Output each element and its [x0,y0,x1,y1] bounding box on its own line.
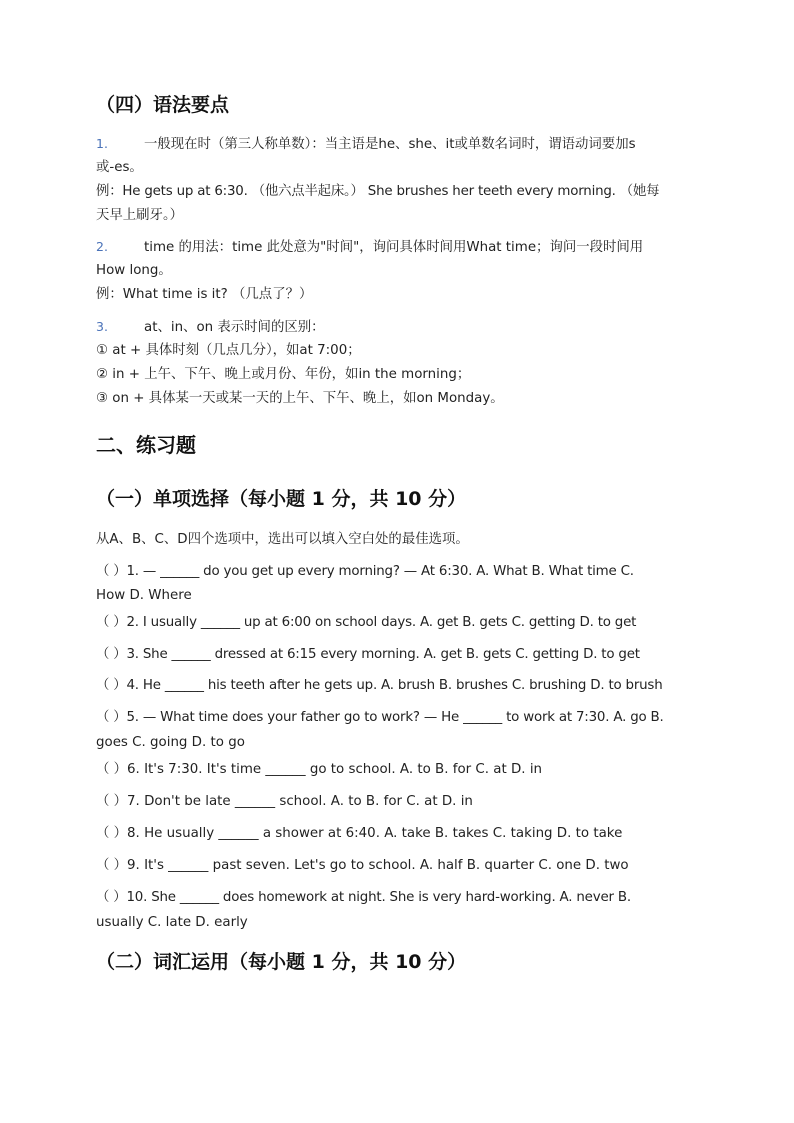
grammar-bullet-1: ① at + 具体时刻（几点几分），如at 7:00； [96,343,361,358]
grammar-point-1 [96,135,636,154]
question-3: （ ）3. She ______ dressed at 6:15 every morning. A. get B. gets C. getting D. to get [96,647,640,662]
question-1-cont: How D. Where [96,588,192,603]
grammar-example-2: 例：What time is it? （几点了？） [96,287,313,302]
instruction-text: 从A、B、C、D四个选项中，选出可以填入空白处的最佳选项。 [96,532,469,547]
exercises-heading: 二、练习题 [96,433,196,457]
question-7: （ ）7. Don't be late ______ school. A. to B. for C. at D. in [96,794,473,809]
grammar-point-1-cont: 或-es。 [96,160,143,175]
point-text: at、in、on 表示时间的区别： [144,320,325,335]
question-1: （ ）1. — ______ do you get up every morning? — At 6:30. A. What B. What time C. [96,564,634,579]
point-number: 3. [96,319,108,334]
grammar-heading: （四）语法要点 [96,94,230,116]
grammar-bullet-2: ② in + 上午、下午、晚上或月份、年份，如in the morning； [96,367,471,382]
point-number: 1. [96,136,108,151]
grammar-bullet-3: ③ on + 具体某一天或某一天的上午、下午、晚上，如on Monday。 [96,391,504,406]
grammar-point-3 [96,318,325,337]
question-8: （ ）8. He usually ______ a shower at 6:40. A. take B. takes C. taking D. to take [96,826,623,841]
question-6: （ ）6. It's 7:30. It's time ______ go to school. A. to B. for C. at D. in [96,762,543,777]
question-2: （ ）2. I usually ______ up at 6:00 on school days. A. get B. gets C. getting D. to get [96,615,637,630]
question-10: （ ）10. She ______ does homework at night. She is very hard-working. A. never B. [96,890,631,905]
question-10-cont: usually C. late D. early [96,915,248,930]
grammar-example-1: 例：He gets up at 6:30. （他六点半起床。） She brushes her teeth every morning. （她每 [96,184,660,199]
point-text: time 的用法：time 此处意为"时间"，询问具体时间用What time；询问一段时间用 [144,240,644,255]
grammar-point-2 [96,238,643,257]
question-9: （ ）9. It's ______ past seven. Let's go to school. A. half B. quarter C. one D. two [96,858,629,873]
point-number: 2. [96,239,108,254]
question-4: （ ）4. He ______ his teeth after he gets up. A. brush B. brushes C. brushing D. to brush [96,678,663,693]
grammar-point-2-cont: How long。 [96,263,172,278]
multiple-choice-heading: （一）单项选择（每小题 1 分，共 10 分） [96,488,467,510]
question-5-cont: goes C. going D. to go [96,735,245,750]
point-text: 一般现在时（第三人称单数）：当主语是he、she、it或单数名词时，谓语动词要加s [144,137,636,152]
grammar-example-1-cont: 天早上刷牙。） [96,208,184,223]
question-5: （ ）5. — What time does your father go to work? — He ______ to work at 7:30. A. go B. [96,710,664,725]
vocabulary-heading: （二）词汇运用（每小题 1 分，共 10 分） [96,951,467,973]
